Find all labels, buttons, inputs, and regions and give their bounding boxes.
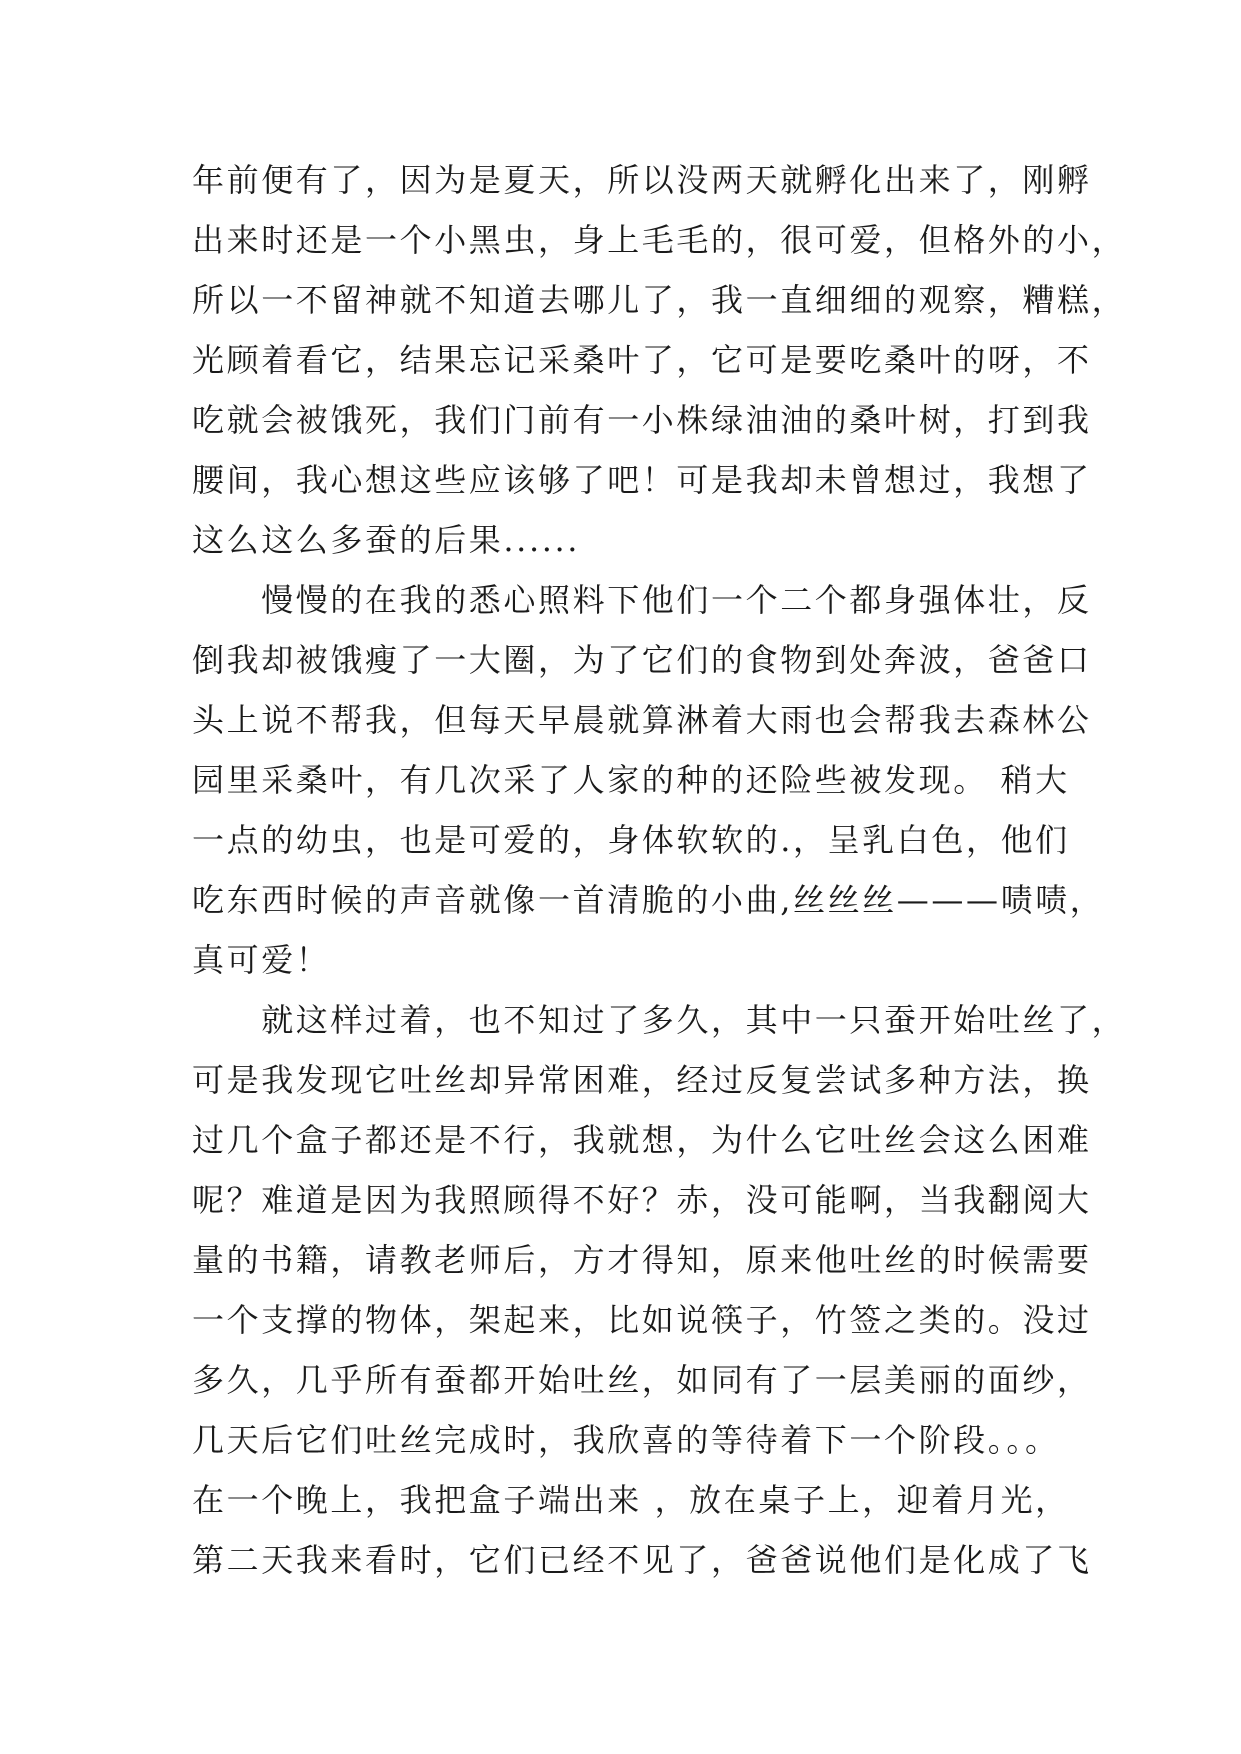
text-line: 吃就会被饿死，我们门前有一小株绿油油的桑叶树，打到我 xyxy=(192,401,1092,439)
text-line: 腰间，我心想这些应该够了吧！可是我却未曾想过，我想了 xyxy=(192,461,1092,499)
text-line: 呢？难道是因为我照顾得不好？赤，没可能啊，当我翻阅大 xyxy=(192,1181,1092,1219)
text-line: 量的书籍，请教老师后，方才得知，原来他吐丝的时候需要 xyxy=(192,1241,1092,1279)
text-line: 可是我发现它吐丝却异常困难，经过反复尝试多种方法，换 xyxy=(192,1061,1092,1099)
text-line: 园里采桑叶，有几次采了人家的种的还险些被发现。 稍大 xyxy=(192,761,1070,799)
text-line: 几天后它们吐丝完成时，我欣喜的等待着下一个阶段。。。 xyxy=(192,1421,1060,1459)
text-line: 一点的幼虫，也是可爱的，身体软软的.，呈乳白色，他们 xyxy=(192,821,1070,859)
text-line: 真可爱！ xyxy=(192,941,331,979)
text-line: 多久，几乎所有蚕都开始吐丝，如同有了一层美丽的面纱， xyxy=(192,1361,1092,1399)
text-line: 就这样过着，也不知过了多久，其中一只蚕开始吐丝了， xyxy=(192,1001,1127,1039)
text-line: 光顾着看它，结果忘记采桑叶了，它可是要吃桑叶的呀，不 xyxy=(192,341,1092,379)
text-line: 倒我却被饿瘦了一大圈，为了它们的食物到处奔波，爸爸口 xyxy=(192,641,1092,679)
body-text xyxy=(192,150,1127,1590)
text-line: 慢慢的在我的悉心照料下他们一个二个都身强体壮，反 xyxy=(192,581,1092,619)
text-line: 头上说不帮我，但每天早晨就算淋着大雨也会帮我去森林公 xyxy=(192,701,1092,739)
text-line: 所以一不留神就不知道去哪儿了，我一直细细的观察，糟糕， xyxy=(192,281,1127,319)
text-line: 过几个盒子都还是不行，我就想，为什么它吐丝会这么困难 xyxy=(192,1121,1092,1159)
text-line: 出来时还是一个小黑虫，身上毛毛的，很可爱，但格外的小， xyxy=(192,221,1127,259)
text-line: 吃东西时候的声音就像一首清脆的小曲,丝丝丝———啧啧， xyxy=(192,881,1105,919)
text-line: 一个支撑的物体，架起来，比如说筷子，竹签之类的。没过 xyxy=(192,1301,1092,1339)
text-line: 年前便有了，因为是夏天，所以没两天就孵化出来了，刚孵 xyxy=(192,161,1092,199)
text-line: 这么这么多蚕的后果...... xyxy=(192,521,581,559)
text-line: 在一个晚上，我把盒子端出来 ，放在桌子上，迎着月光， xyxy=(192,1481,1070,1519)
text-line: 第二天我来看时，它们已经不见了，爸爸说他们是化成了飞 xyxy=(192,1541,1092,1579)
